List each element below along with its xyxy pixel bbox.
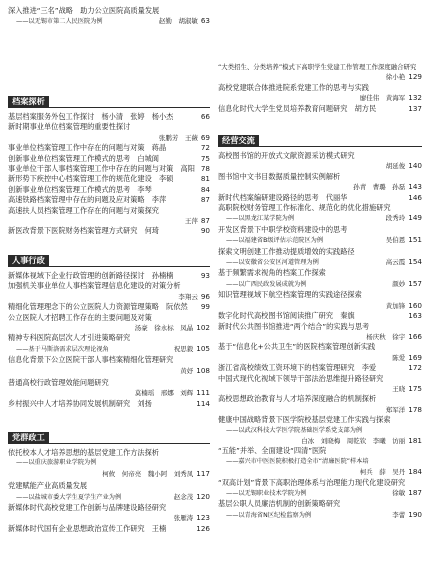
entry-subtitle: ——嘉兴市中医医院积极打造全市“清廉医院”样本培: [226, 457, 369, 465]
entry-page: 166: [408, 331, 422, 341]
entry-author: 廖佳伟 黄海军: [359, 94, 406, 103]
toc-entry[interactable]: [8, 195, 210, 205]
entry-title: 普通高校行政管理效能问题研究: [8, 378, 109, 388]
entry-page: 114: [196, 398, 210, 408]
entry-title: 新医改背景下医院财务档案管理方式研究 何琦: [8, 226, 159, 236]
entry-title: 高校党建联合体推进院系党建工作的思考与实践: [218, 82, 369, 92]
entry-author: 黄加锋: [385, 301, 406, 310]
entry-author: 柯兵 薛 吴丹: [359, 468, 406, 477]
toc-entry[interactable]: [8, 164, 210, 174]
section-rule: [8, 443, 210, 444]
entry-page: 175: [408, 383, 422, 393]
entry-subtitle: ——以武汉科技大学医学院基础医学系党支部为例: [226, 426, 363, 434]
entry-page: 69: [200, 132, 210, 142]
toc-entry[interactable]: [218, 374, 422, 395]
toc-entry[interactable]: [218, 151, 422, 172]
entry-title: 高职院校财务管理工作标准化、规范化的优化措施研究: [218, 203, 391, 213]
entry-page: 146: [408, 192, 422, 202]
entry-title: 新媒体时代国有企业思想政治宣传工作研究 王楠: [8, 523, 167, 533]
entry-page: 81: [200, 174, 210, 184]
entry-page: 111: [196, 388, 210, 398]
entry-title: 乡村振兴中人才培养协同发展机制研究 刘扬: [8, 398, 152, 408]
entry-author: 李翔云: [178, 292, 198, 301]
entry-page: 120: [196, 491, 210, 501]
entry-title: 高速铁路档案管理中存在的问题及应对策略 李萍: [8, 195, 167, 205]
entry-page: 96: [200, 291, 210, 301]
entry-author: 黄妤: [180, 366, 194, 375]
toc-entry[interactable]: [8, 185, 210, 195]
entry-page: 66: [200, 112, 210, 121]
entry-title: “双高计划”背景下高职治理体系与治理能力现代化建设研究: [218, 477, 406, 487]
entry-author: 徐敏: [392, 489, 406, 497]
entry-page: 63: [200, 16, 210, 26]
entry-page: 102: [196, 323, 210, 333]
entry-title: 党建赋能产业高质量发展: [8, 481, 88, 491]
entry-author: 徐小艳: [385, 73, 406, 82]
entry-title: 基层公职人员廉洁机制的创新策略研究: [218, 499, 341, 509]
entry-page: 87: [200, 216, 210, 226]
entry-title: 事业单位干部人事档案管理工作中存在的问题与对策 高阳: [8, 164, 195, 174]
entry-page: 108: [196, 365, 210, 375]
entry-author: 张雁涛: [173, 514, 194, 523]
entry-title: 信息化背景下公立医院干部人事档案精细化管理研究: [8, 355, 174, 365]
entry-page: 149: [408, 213, 422, 223]
entry-author: 赵勤 胡淑敏: [158, 17, 198, 26]
entry-author: 杨庆秋 徐宇: [366, 332, 406, 341]
entry-subtitle: ——以重庆旅游职业学院为例: [16, 459, 97, 467]
toc-entry[interactable]: [218, 247, 422, 269]
entry-author: 汤豪 徐永标 凤晶: [134, 324, 194, 333]
entry-subtitle: ——以无锡市第二人民医院为例: [16, 18, 103, 26]
entry-title: 新时代档案编研建设路径的思考 代丽华: [218, 192, 348, 202]
entry-author: 赵念茂: [173, 492, 194, 501]
toc-entry[interactable]: [8, 313, 210, 334]
entry-title: 新媒体时代高校党建工作创新与品牌建设路径研究: [8, 503, 167, 513]
entry-author: 张鹏芳 王薇: [158, 133, 198, 142]
toc-entry[interactable]: [8, 378, 210, 399]
entry-author: 吴伯恩: [385, 236, 406, 245]
entry-page: 90: [200, 226, 210, 236]
entry-title: 新时期事业单位档案管理的重要性探讨: [8, 122, 131, 132]
toc-entry[interactable]: [218, 322, 422, 343]
entry-author: 柯攸 何帝亮 魏小阿 刘秀凤: [102, 469, 194, 478]
toc-entry[interactable]: [8, 271, 210, 281]
entry-author: 王晓: [392, 384, 406, 393]
entry-page: 154: [408, 257, 422, 267]
entry-page: 178: [408, 404, 422, 414]
entry-title: 精细化管理理念下的公立医院人力资源管理策略 阮依然: [8, 302, 188, 312]
section-archives-entries: [8, 112, 210, 237]
entry-subtitle: ——以盐城市委大学生夏学生产业为例: [16, 493, 122, 501]
entry-subtitle: ——以福建省B级评估示范院区为例: [226, 237, 324, 245]
section-rule: [8, 107, 210, 108]
entry-subtitle: ——基于马斯洛需求层次理论视角: [16, 345, 109, 353]
entry-subtitle: ——以广西民政发展成就为例: [226, 280, 307, 288]
entry-page: 143: [408, 182, 422, 192]
entry-title: 公立医院人才招聘工作存在的主要问题及对策: [8, 312, 152, 322]
toc-entry[interactable]: [218, 193, 422, 203]
toc-entry[interactable]: [8, 503, 210, 524]
entry-page: 84: [200, 184, 210, 194]
toc-entry[interactable]: [8, 112, 210, 122]
toc-entry[interactable]: [218, 104, 422, 114]
entry-title: 健康中国战略背景下医学院校基层党建工作实践与探索: [218, 415, 391, 425]
entry-title: 探索文明创建工作推动提质增效的实践路径: [218, 246, 355, 256]
entry-page: 75: [200, 153, 210, 163]
section-party-entries: [8, 448, 210, 534]
entry-page: 187: [408, 488, 422, 497]
section-heading-operations: 经营交流: [218, 135, 259, 146]
toc-entry[interactable]: [218, 394, 422, 415]
section-personnel-entries: [8, 271, 210, 409]
entry-title: “五能”并举、全面建设“四清”医院: [218, 446, 327, 456]
toc-entry[interactable]: [8, 302, 210, 312]
entry-title: 高速扶人员档案管理工作存在的问题与对策探究: [8, 205, 159, 215]
toc-entry[interactable]: [8, 333, 210, 355]
entry-page: 72: [200, 143, 210, 153]
entry-author: 陈爱: [392, 353, 406, 362]
toc-entry[interactable]: [8, 448, 210, 479]
entry-title: 创新事业单位档案管理工作模式的思考 白城阆: [8, 153, 159, 163]
entry-title: 浙江省高校绩效工资环境下的档案管理研究 李爱: [218, 363, 377, 373]
entry-page: 137: [408, 103, 422, 113]
toc-entry[interactable]: [8, 154, 210, 164]
toc-entry[interactable]: [218, 290, 422, 311]
toc-entry[interactable]: [8, 281, 210, 302]
toc-entry[interactable]: [8, 206, 210, 227]
entry-title: 开发区背景下中职学校资料建设中的思考: [218, 224, 348, 234]
section-heading-archives: 档案探析: [8, 96, 49, 107]
entry-page: 181: [408, 435, 422, 445]
entry-subtitle: ——以无锡职业技术学院为例: [226, 490, 307, 497]
toc-entry[interactable]: [218, 225, 422, 247]
left-top-entry: [8, 6, 210, 28]
toc-entry[interactable]: [218, 478, 422, 500]
entry-page: 93: [200, 271, 210, 280]
entry-page: 157: [408, 278, 422, 288]
entry-title: 信息化时代大学生党员培养教育问题研究 胡方民: [218, 103, 377, 113]
entry-author: 胡延俊: [385, 162, 406, 171]
entry-page: 126: [196, 523, 210, 533]
entry-title: 基层档案服务外包工作探讨 杨小清 张婷 杨小杰: [8, 112, 174, 121]
entry-subtitle: ——以黑龙江某学院为例: [226, 215, 295, 223]
toc-entry[interactable]: [218, 203, 422, 225]
entry-page: 169: [408, 352, 422, 362]
entry-author: 颜妙: [392, 279, 406, 288]
toc-entry[interactable]: [218, 415, 422, 446]
entry-title: 基于频繁需求视角的档案工作探索: [218, 268, 326, 278]
entry-author: 祝思毅: [173, 344, 194, 353]
entry-title: 深入推进“三名”战略 助力公立医院高质量发展: [8, 6, 160, 15]
toc-entry[interactable]: [8, 355, 210, 376]
section-operations-entries: [218, 151, 422, 521]
entry-page: 78: [200, 164, 210, 174]
entry-title: 高校思想政治教育与人才培养深度融合的机制探析: [218, 394, 377, 404]
entry-subtitle: ——以青海省N区纪检监察为例: [226, 511, 312, 519]
entry-author: 莫楠瑶 邢娜 刘辉: [134, 389, 194, 398]
entry-page: 140: [408, 161, 422, 171]
entry-title: 中国式现代化视域下领导干部法治思维提升路径研究: [218, 373, 384, 383]
entry-title: 新形势下疾控中心档案管理工作的规范化建设 李硕: [8, 174, 174, 184]
entry-title: 新媒体视域下企业行政管理的创新路径探讨 孙楠楠: [8, 271, 174, 280]
entry-author: 郑军洋: [385, 405, 406, 414]
toc-entry[interactable]: [8, 399, 210, 409]
entry-title: 基于“信息化+公共卫生”的医院档案管理创新实践: [218, 342, 376, 352]
entry-title: 事业单位档案管理工作中存在的问题与对策 蒋晶: [8, 143, 167, 153]
toc-entry[interactable]: [8, 481, 210, 503]
entry-author: 高云霞: [385, 258, 406, 267]
entry-title: 图书馆中文书目数据质量控制实例解析: [218, 171, 341, 181]
entry-page: 184: [408, 467, 422, 477]
toc-entry[interactable]: [218, 311, 422, 321]
entry-title: 创新事业单位档案管理工作模式的思考 李琴: [8, 184, 152, 194]
entry-page: 105: [196, 343, 210, 353]
entry-page: 160: [408, 300, 422, 310]
toc-entry[interactable]: [8, 122, 210, 143]
entry-page: 151: [408, 235, 422, 245]
entry-author: 白冰 刘晓梅 周乾钦 李曦 访丽: [301, 436, 406, 445]
entry-author: 段秀玲: [385, 214, 406, 223]
toc-entry[interactable]: [8, 524, 210, 534]
entry-page: 99: [200, 302, 210, 312]
section-rule: [218, 146, 422, 147]
toc-entry[interactable]: [8, 174, 210, 184]
entry-title: 高校图书馆的开放式文献资源采访模式研究: [218, 151, 355, 160]
entry-title: 加强机关事业单位人事档案管理信息化建设的对策分析: [8, 281, 181, 291]
entry-page: 117: [196, 468, 210, 478]
entry-subtitle: ——以安徽省公安区河道管理为例: [226, 259, 319, 267]
entry-title: 依托校本人才培养思想的基层党建工作方法探析: [8, 448, 159, 457]
entry-page: 132: [408, 93, 422, 103]
toc-entry[interactable]: [218, 446, 422, 477]
entry-title: 数字化时代高校图书馆阅读推广研究 秦旗: [218, 311, 355, 321]
section-heading-personnel: 人事行政: [8, 255, 49, 266]
toc-entry[interactable]: [218, 363, 422, 373]
toc-entry[interactable]: [218, 499, 422, 521]
entry-page: 123: [196, 513, 210, 523]
toc-entry[interactable]: [218, 172, 422, 193]
entry-title: 精神专科医院高层次人才引进策略研究: [8, 333, 131, 343]
section-heading-party: 党群政工: [8, 432, 49, 443]
toc-entry[interactable]: [8, 226, 210, 236]
toc-entry[interactable]: [218, 62, 422, 83]
right-top-entries: [218, 62, 422, 114]
entry-title: 知识管理视域下航空档案管理的实践途径探索: [218, 290, 362, 300]
entry-page: 163: [408, 311, 422, 321]
section-rule: [8, 266, 210, 267]
toc-entry[interactable]: [218, 83, 422, 104]
toc-entry[interactable]: [218, 342, 422, 363]
entry-title: 新时代公共图书馆推进“两个结合”的实践与思考: [218, 321, 370, 331]
entry-page: 172: [408, 363, 422, 373]
toc-entry[interactable]: [8, 6, 210, 28]
entry-author: 孙青 曹璐 孙磊: [353, 183, 406, 192]
entry-page: 87: [200, 195, 210, 205]
entry-author: 李蕾: [392, 510, 406, 519]
entry-page: 190: [408, 509, 422, 519]
entry-page: 129: [408, 72, 422, 82]
entry-title: “大类招生、分类培养”模式下高职学生党建工作管理工作深度融合研究: [218, 63, 417, 71]
entry-author: 王萍: [184, 217, 198, 226]
toc-entry[interactable]: [8, 143, 210, 153]
toc-entry[interactable]: [218, 268, 422, 290]
